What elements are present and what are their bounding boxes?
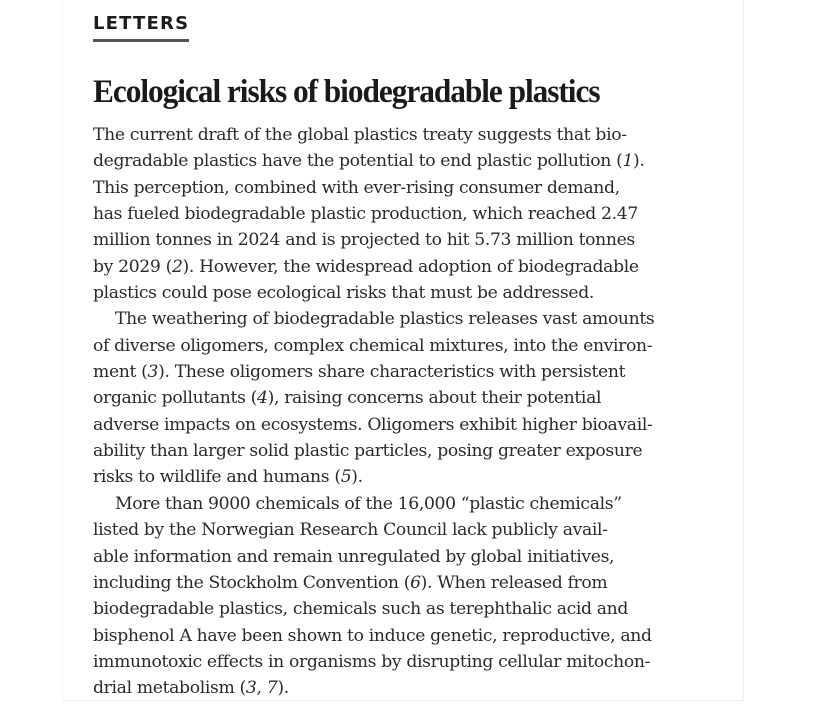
text-line: ment (3). These oligomers share characteristics with persistent bbox=[93, 362, 626, 383]
text-line: listed by the Norwegian Research Council lack publicly avail- bbox=[93, 520, 608, 541]
text-line: by 2029 (2). However, the widespread adoption of biodegradable bbox=[93, 256, 639, 277]
text-line: This perception, combined with ever-rising consumer demand, bbox=[93, 177, 620, 198]
text-line: plastics could pose ecological risks that must be addressed. bbox=[93, 283, 594, 304]
article-body bbox=[93, 122, 733, 702]
text-line: The current draft of the global plastics treaty suggests that bio- bbox=[93, 125, 627, 145]
text-line: adverse impacts on ecosystems. Oligomers exhibit higher bioavail- bbox=[93, 414, 653, 435]
text-line: biodegradable plastics, chemicals such as terephthalic acid and bbox=[93, 599, 629, 620]
paragraph-3 bbox=[93, 491, 733, 702]
text-line: More than 9000 chemicals of the 16,000 “plastic chemicals” bbox=[115, 493, 622, 514]
text-line: organic pollutants (4), raising concerns about their potential bbox=[93, 388, 602, 409]
text-line: drial metabolism (3, 7). bbox=[93, 678, 289, 699]
paragraph-1 bbox=[93, 122, 733, 306]
text-line: including the Stockholm Convention (6). When released from bbox=[93, 572, 608, 593]
text-line: able information and remain unregulated by global initiatives, bbox=[93, 546, 615, 567]
text-line: risks to wildlife and humans (5). bbox=[93, 467, 363, 488]
text-line: has fueled biodegradable plastic production, which reached 2.47 bbox=[93, 204, 638, 225]
paragraph-2 bbox=[93, 306, 733, 490]
text-line: degradable plastics have the potential to end plastic pollution (1). bbox=[93, 151, 645, 172]
text-line: immunotoxic effects in organisms by disrupting cellular mitochon- bbox=[93, 651, 651, 672]
text-line: million tonnes in 2024 and is projected to hit 5.73 million tonnes bbox=[93, 230, 635, 251]
article-title: Ecological risks of biodegradable plastics bbox=[93, 74, 600, 110]
section-label: LETTERS bbox=[93, 14, 189, 42]
text-line: ability than larger solid plastic particles, posing greater exposure bbox=[93, 441, 643, 462]
text-line: The weathering of biodegradable plastics releases vast amounts bbox=[115, 309, 655, 330]
text-line: bisphenol A have been shown to induce genetic, reproductive, and bbox=[93, 625, 652, 646]
text-line: of diverse oligomers, complex chemical mixtures, into the environ- bbox=[93, 335, 653, 356]
